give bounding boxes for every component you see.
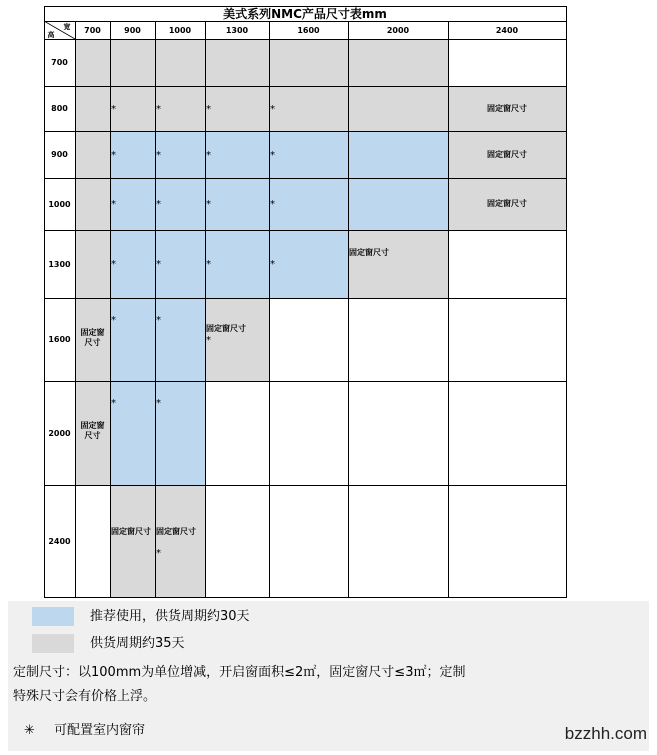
size-cell <box>269 131 348 178</box>
grid-line <box>44 178 567 179</box>
curtain-star-icon: * <box>111 259 116 270</box>
size-cell <box>348 178 448 230</box>
curtain-star-icon: * <box>206 334 211 346</box>
width-header: 2000 <box>386 25 410 35</box>
curtain-star-icon: * <box>270 199 275 210</box>
curtain-star-icon: * <box>206 149 211 161</box>
watermark: bzzhh.com <box>564 724 647 743</box>
curtain-star-icon: * <box>111 103 116 115</box>
height-header: 2400 <box>48 536 71 546</box>
grid-line <box>110 21 111 598</box>
size-cell <box>110 485 155 597</box>
fixed-window-note: 固定窗尺寸 <box>487 103 527 113</box>
size-cell <box>269 298 348 381</box>
grid-line <box>44 131 567 132</box>
curtain-star-icon: * <box>156 259 161 270</box>
curtain-star-icon: * <box>156 548 161 559</box>
size-cell <box>75 178 110 230</box>
width-header: 1300 <box>225 25 249 35</box>
corner-width-label: 宽 <box>63 22 71 31</box>
curtain-star-icon: * <box>270 149 275 161</box>
grid-line <box>44 485 567 486</box>
size-cell <box>110 86 155 131</box>
fixed-window-note: 固定窗尺寸 <box>111 527 151 536</box>
size-cell <box>348 381 448 485</box>
curtain-star-icon: * <box>206 199 211 210</box>
size-cell <box>155 230 205 298</box>
size-cell <box>448 131 566 178</box>
size-cell <box>155 86 205 131</box>
fixed-window-note: 固定窗尺寸 <box>206 323 246 333</box>
height-header: 800 <box>51 104 68 113</box>
size-cell <box>205 298 269 381</box>
custom-size-note-line1: 定制尺寸：以100mm为单位增减，开启窗面积≤2㎡，固定窗尺寸≤3㎡；定制 <box>13 665 466 680</box>
standard-swatch <box>32 634 74 653</box>
height-header: 1300 <box>48 259 71 269</box>
curtain-star-icon: * <box>156 199 161 210</box>
grid-line <box>44 21 567 22</box>
height-header: 1600 <box>48 335 71 344</box>
height-header: 1000 <box>48 199 71 209</box>
grid-line <box>44 86 567 87</box>
size-cell <box>75 39 110 86</box>
curtain-star-icon: * <box>156 315 161 326</box>
grid-line <box>205 21 206 598</box>
height-header: 2000 <box>48 428 71 438</box>
size-cell <box>110 131 155 178</box>
size-cell <box>155 131 205 178</box>
curtain-star-icon: * <box>270 259 275 270</box>
grid-line <box>348 21 349 598</box>
curtain-star-icon: * <box>111 315 116 326</box>
width-header: 2400 <box>495 25 519 35</box>
legend-panel <box>8 601 649 751</box>
size-cell <box>348 86 448 131</box>
size-cell <box>448 86 566 131</box>
width-header: 1000 <box>168 25 192 35</box>
size-cell <box>75 86 110 131</box>
height-header: 900 <box>51 150 68 159</box>
grid-line <box>44 6 45 598</box>
size-cell <box>205 485 269 597</box>
size-cell <box>75 230 110 298</box>
size-cell <box>348 39 448 86</box>
size-cell <box>155 381 205 485</box>
size-cell <box>155 298 205 381</box>
size-cell <box>205 39 269 86</box>
grid-line <box>44 597 567 598</box>
grid-line <box>269 21 270 598</box>
size-cell <box>348 298 448 381</box>
standard-label: 供货周期约35天 <box>90 636 185 651</box>
curtain-star-icon: * <box>156 103 161 115</box>
size-cell <box>269 178 348 230</box>
corner-height-label: 高 <box>47 30 55 39</box>
size-cell <box>269 485 348 597</box>
width-header: 1600 <box>297 25 320 35</box>
size-cell <box>269 230 348 298</box>
size-cell <box>348 230 448 298</box>
size-cell <box>448 381 566 485</box>
fixed-window-note: 固定窗尺寸 <box>80 421 105 440</box>
curtain-star-icon: * <box>156 398 161 409</box>
curtain-star-icon: * <box>111 398 116 409</box>
size-cell <box>155 39 205 86</box>
size-cell <box>348 485 448 597</box>
curtain-star-icon: * <box>111 149 116 161</box>
size-cell <box>448 485 566 597</box>
size-cell <box>110 39 155 86</box>
size-cell <box>448 298 566 381</box>
size-cell <box>448 39 566 86</box>
size-cell <box>205 131 269 178</box>
grid-line <box>448 21 449 598</box>
height-header: 700 <box>51 58 68 67</box>
fixed-window-note: 固定窗尺寸 <box>487 199 527 208</box>
size-cell <box>110 381 155 485</box>
size-cell <box>75 381 110 485</box>
grid-line <box>44 298 567 299</box>
grid-line <box>155 21 156 598</box>
size-cell <box>155 485 205 597</box>
width-header: 900 <box>124 25 141 35</box>
size-cell <box>269 39 348 86</box>
size-cell <box>448 178 566 230</box>
grid-line <box>44 230 567 231</box>
size-cell <box>205 230 269 298</box>
size-cell <box>205 381 269 485</box>
star-symbol: ✳ <box>24 723 35 738</box>
size-cell <box>448 230 566 298</box>
size-cell <box>75 298 110 381</box>
size-cell <box>269 86 348 131</box>
fixed-window-note: 固定窗尺寸 <box>156 527 196 536</box>
grid-line <box>44 39 567 40</box>
recommended-swatch <box>32 607 74 626</box>
custom-size-note-line2: 特殊尺寸会有价格上浮。 <box>13 689 157 704</box>
size-cell <box>75 485 110 597</box>
curtain-star-icon: * <box>270 103 275 115</box>
size-cell <box>110 298 155 381</box>
corner-diagonal <box>44 21 75 39</box>
curtain-star-icon: * <box>111 199 116 210</box>
grid-line <box>44 381 567 382</box>
size-cell <box>348 131 448 178</box>
fixed-window-note: 固定窗尺寸 <box>80 327 105 347</box>
size-cell <box>205 178 269 230</box>
size-cell <box>269 381 348 485</box>
curtain-star-icon: * <box>156 149 161 161</box>
width-header: 700 <box>84 25 101 35</box>
recommended-label: 推荐使用，供货周期约30天 <box>90 609 250 624</box>
fixed-window-note: 固定窗尺寸 <box>349 248 389 257</box>
size-cell <box>110 178 155 230</box>
table-title: 美式系列NMC产品尺寸表mm <box>223 7 387 21</box>
star-note: 可配置室内窗帘 <box>54 723 146 738</box>
size-cell <box>75 131 110 178</box>
grid-line <box>44 6 567 7</box>
size-cell <box>110 230 155 298</box>
grid-line <box>75 21 76 598</box>
curtain-star-icon: * <box>206 103 211 115</box>
fixed-window-note: 固定窗尺寸 <box>487 149 527 159</box>
grid-line <box>566 6 567 598</box>
size-cell <box>205 86 269 131</box>
curtain-star-icon: * <box>206 259 211 270</box>
size-cell <box>155 178 205 230</box>
